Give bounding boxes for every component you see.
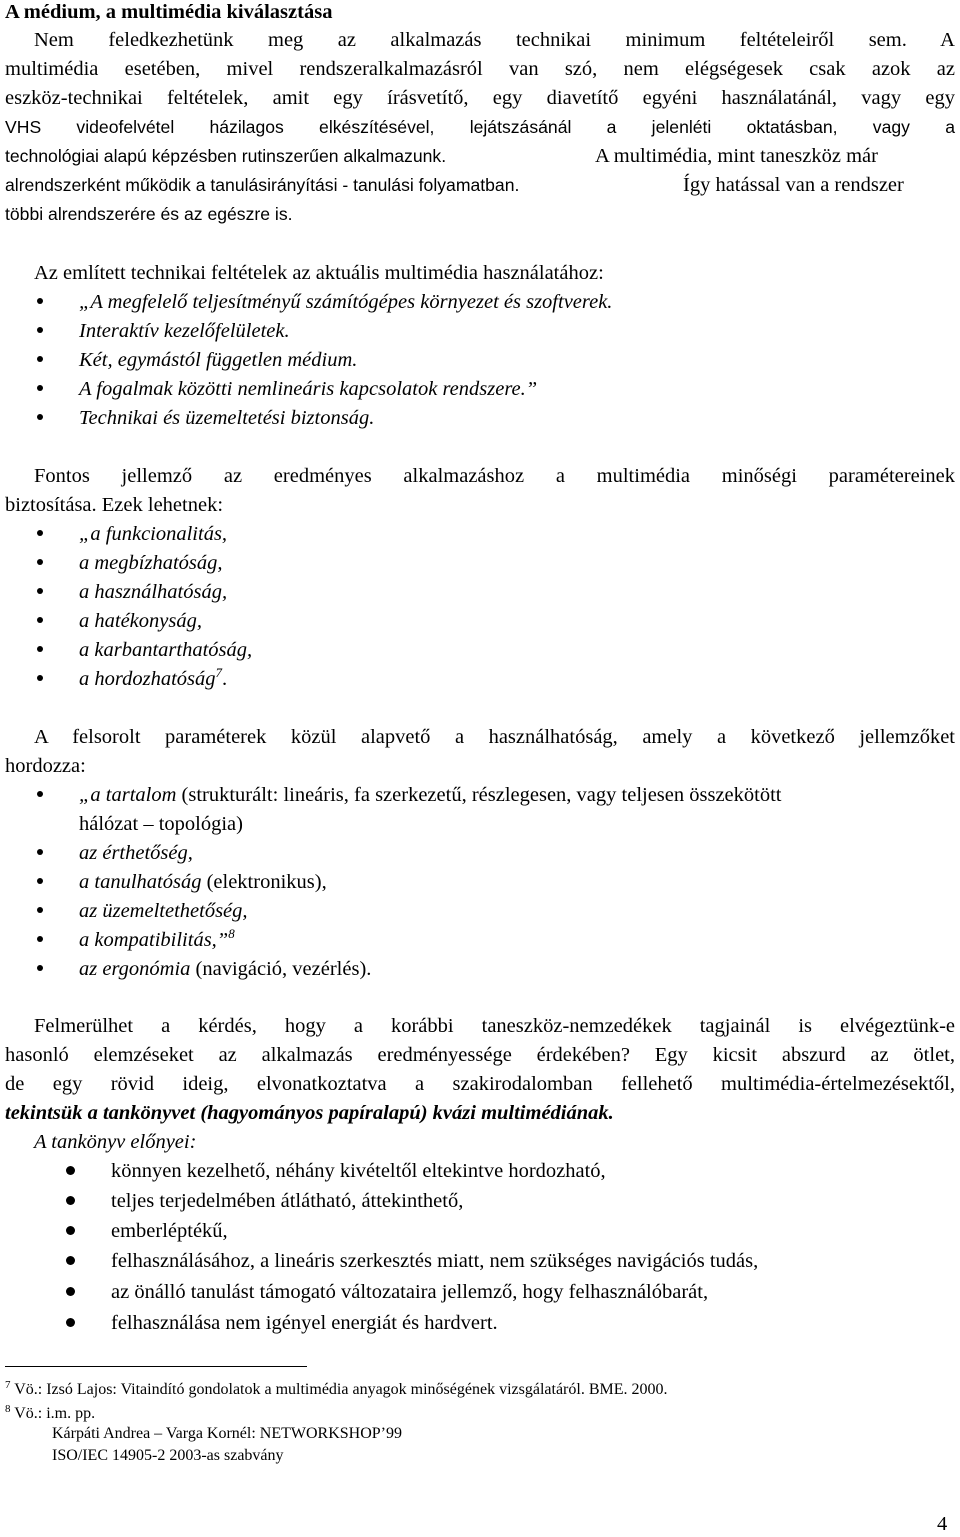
bullet-icon <box>37 878 43 884</box>
usability-intro-line-1: A felsorolt paraméterek közül alapvető a használhatóság, amely a következő jellemzőket <box>34 726 955 748</box>
footnote-line-4: ISO/IEC 14905-2 2003-as szabvány <box>52 1447 284 1464</box>
quality-item-last-text: a hordozhatóság <box>79 668 216 690</box>
intro-line-2: multimédia esetében, mivel rendszeralkalmazásról van szó, nem elégségesek csak azok az <box>5 58 955 80</box>
quality-item-last <box>79 667 227 693</box>
question-bold-line: tekintsük a tankönyvet (hagyományos papíralapú) kvázi multimédiának. <box>5 1102 614 1124</box>
intro-line-6a: alrendszerként működik a tanulásirányítási - tanulási folyamatban. <box>5 175 520 195</box>
quality-intro-line-2: biztosítása. Ezek lehetnek: <box>5 494 224 516</box>
bullet-icon <box>66 1226 75 1235</box>
advantage-item: az önálló tanulást támogató változataira jellemző, hogy felhasználóbarát, <box>111 1281 709 1303</box>
technical-item: A fogalmak közötti nemlineáris kapcsolatok rendszere.” <box>79 378 538 400</box>
bullet-icon <box>66 1287 75 1296</box>
intro-line-4: VHS videofelvétel házilagos elkészítésével, lejátszásánál a jelenléti oktatásban, vagy a <box>5 117 955 137</box>
bullet-icon <box>37 675 43 681</box>
intro-line-6b: Így hatással van a rendszer <box>683 174 904 196</box>
advantage-item: teljes terjedelmében átlátható, áttekinthető, <box>111 1190 464 1212</box>
bullet-icon <box>37 356 43 362</box>
usability-item-3-rest: (elektronikus), <box>201 871 327 893</box>
usability-item-4: az üzemeltethetőség, <box>79 900 248 922</box>
bullet-icon <box>37 617 43 623</box>
usability-item-1-term: „a tartalom <box>79 784 177 806</box>
bullet-icon <box>37 414 43 420</box>
advantage-item: emberléptékű, <box>111 1220 228 1242</box>
usability-item-5-text: a kompatibilitás,” <box>79 929 229 951</box>
quality-item: a megbízhatóság, <box>79 552 223 574</box>
bullet-icon <box>37 646 43 652</box>
usability-item-1 <box>79 783 782 807</box>
usability-item-1-rest: (strukturált: lineáris, fa szerkezetű, részlegesen, vagy teljesen összekötött <box>176 784 782 806</box>
quality-item: a karbantarthatóság, <box>79 639 253 661</box>
usability-item-1-cont: hálózat – topológia) <box>79 813 243 835</box>
footnote-ref-8: 8 <box>228 926 235 941</box>
footnote-8 <box>5 1404 95 1425</box>
quality-item: „a funkcionalitás, <box>79 523 228 545</box>
section-heading: A médium, a multimédia kiválasztása <box>5 1 333 23</box>
question-line-3: de egy rövid ideig, elvonatkoztatva a szakirodalomban fellehető multimédia-értelmezésektől, <box>5 1073 955 1095</box>
quality-intro-line-1: Fontos jellemző az eredményes alkalmazáshoz a multimédia minőségi paramétereinek <box>34 465 955 487</box>
technical-item: Két, egymástól független médium. <box>79 349 358 371</box>
bullet-icon <box>37 849 43 855</box>
question-line-1: Felmerülhet a kérdés, hogy a korábbi taneszköz-nemzedékek tagjainál is elvégeztünk-e <box>34 1015 955 1037</box>
intro-line-5a: technológiai alapú képzésben rutinszerűen alkalmazunk. <box>5 146 447 166</box>
bullet-icon <box>37 791 43 797</box>
footnote-ref-7: 7 <box>215 665 222 680</box>
intro-line-5b: A multimédia, mint taneszköz már <box>595 145 878 167</box>
bullet-icon <box>66 1256 75 1265</box>
quality-item-last-tail: . <box>222 668 228 690</box>
intro-line-3: eszköz-technikai feltételek, amit egy írásvetítő, egy diavetítő egyéni használatánál, vagy egy <box>5 87 955 109</box>
technical-item: „A megfelelő teljesítményű számítógépes környezet és szoftverek. <box>79 291 613 313</box>
usability-item-6 <box>79 957 371 981</box>
footnote-8-number: 8 <box>5 1403 11 1415</box>
bullet-icon <box>37 559 43 565</box>
bullet-icon <box>37 385 43 391</box>
bullet-icon <box>37 965 43 971</box>
intro-line-7: többi alrendszerére és az egészre is. <box>5 204 293 224</box>
bullet-icon <box>37 936 43 942</box>
footnote-7-number: 7 <box>5 1379 11 1391</box>
usability-item-6-rest: (navigáció, vezérlés). <box>190 958 372 980</box>
footnote-8-text: Vö.: i.m. pp. <box>10 1405 96 1422</box>
bullet-icon <box>37 327 43 333</box>
technical-intro: Az említett technikai feltételek az aktuális multimédia használatához: <box>34 262 604 284</box>
intro-line-1: Nem feledkezhetünk meg az alkalmazás technikai minimum feltételeiről sem. A <box>34 29 955 51</box>
footnote-line-3: Kárpáti Andrea – Varga Kornél: NETWORKSHOP’99 <box>52 1425 403 1442</box>
footnote-7-text: Vö.: Izsó Lajos: Vitaindító gondolatok a multimédia anyagok minőségének vizsgálatáról. BME. 2000. <box>10 1381 668 1398</box>
bullet-icon <box>37 588 43 594</box>
question-line-2: hasonló elemzéseket az alkalmazás eredményessége érdekében? Egy kicsit abszurd az ötlet, <box>5 1044 955 1066</box>
technical-item: Interaktív kezelőfelületek. <box>79 320 290 342</box>
bullet-icon <box>37 907 43 913</box>
usability-item-2: az érthetőség, <box>79 842 193 864</box>
usability-intro-line-2: hordozza: <box>5 755 86 777</box>
usability-item-6-term: az ergonómia <box>79 958 191 980</box>
advantage-item: felhasználásához, a lineáris szerkesztés miatt, nem szükséges navigációs tudás, <box>111 1250 759 1272</box>
bullet-icon <box>37 530 43 536</box>
technical-item: Technikai és üzemeltetési biztonság. <box>79 407 375 429</box>
bullet-icon <box>66 1318 75 1327</box>
footnote-7 <box>5 1380 668 1401</box>
bullet-icon <box>66 1166 75 1175</box>
bullet-icon <box>66 1196 75 1205</box>
quality-item: a hatékonyság, <box>79 610 202 632</box>
advantage-item: könnyen kezelhető, néhány kivételtől eltekintve hordozható, <box>111 1160 606 1182</box>
footnote-separator <box>5 1366 307 1367</box>
usability-item-5 <box>79 928 235 954</box>
usability-item-3 <box>79 870 327 894</box>
quality-item: a használhatóság, <box>79 581 228 603</box>
advantages-title: A tankönyv előnyei: <box>34 1131 197 1153</box>
advantage-item: felhasználása nem igényel energiát és hardvert. <box>111 1312 498 1334</box>
page-number: 4 <box>937 1513 948 1535</box>
bullet-icon <box>37 298 43 304</box>
usability-item-3-term: a tanulhatóság <box>79 871 202 893</box>
